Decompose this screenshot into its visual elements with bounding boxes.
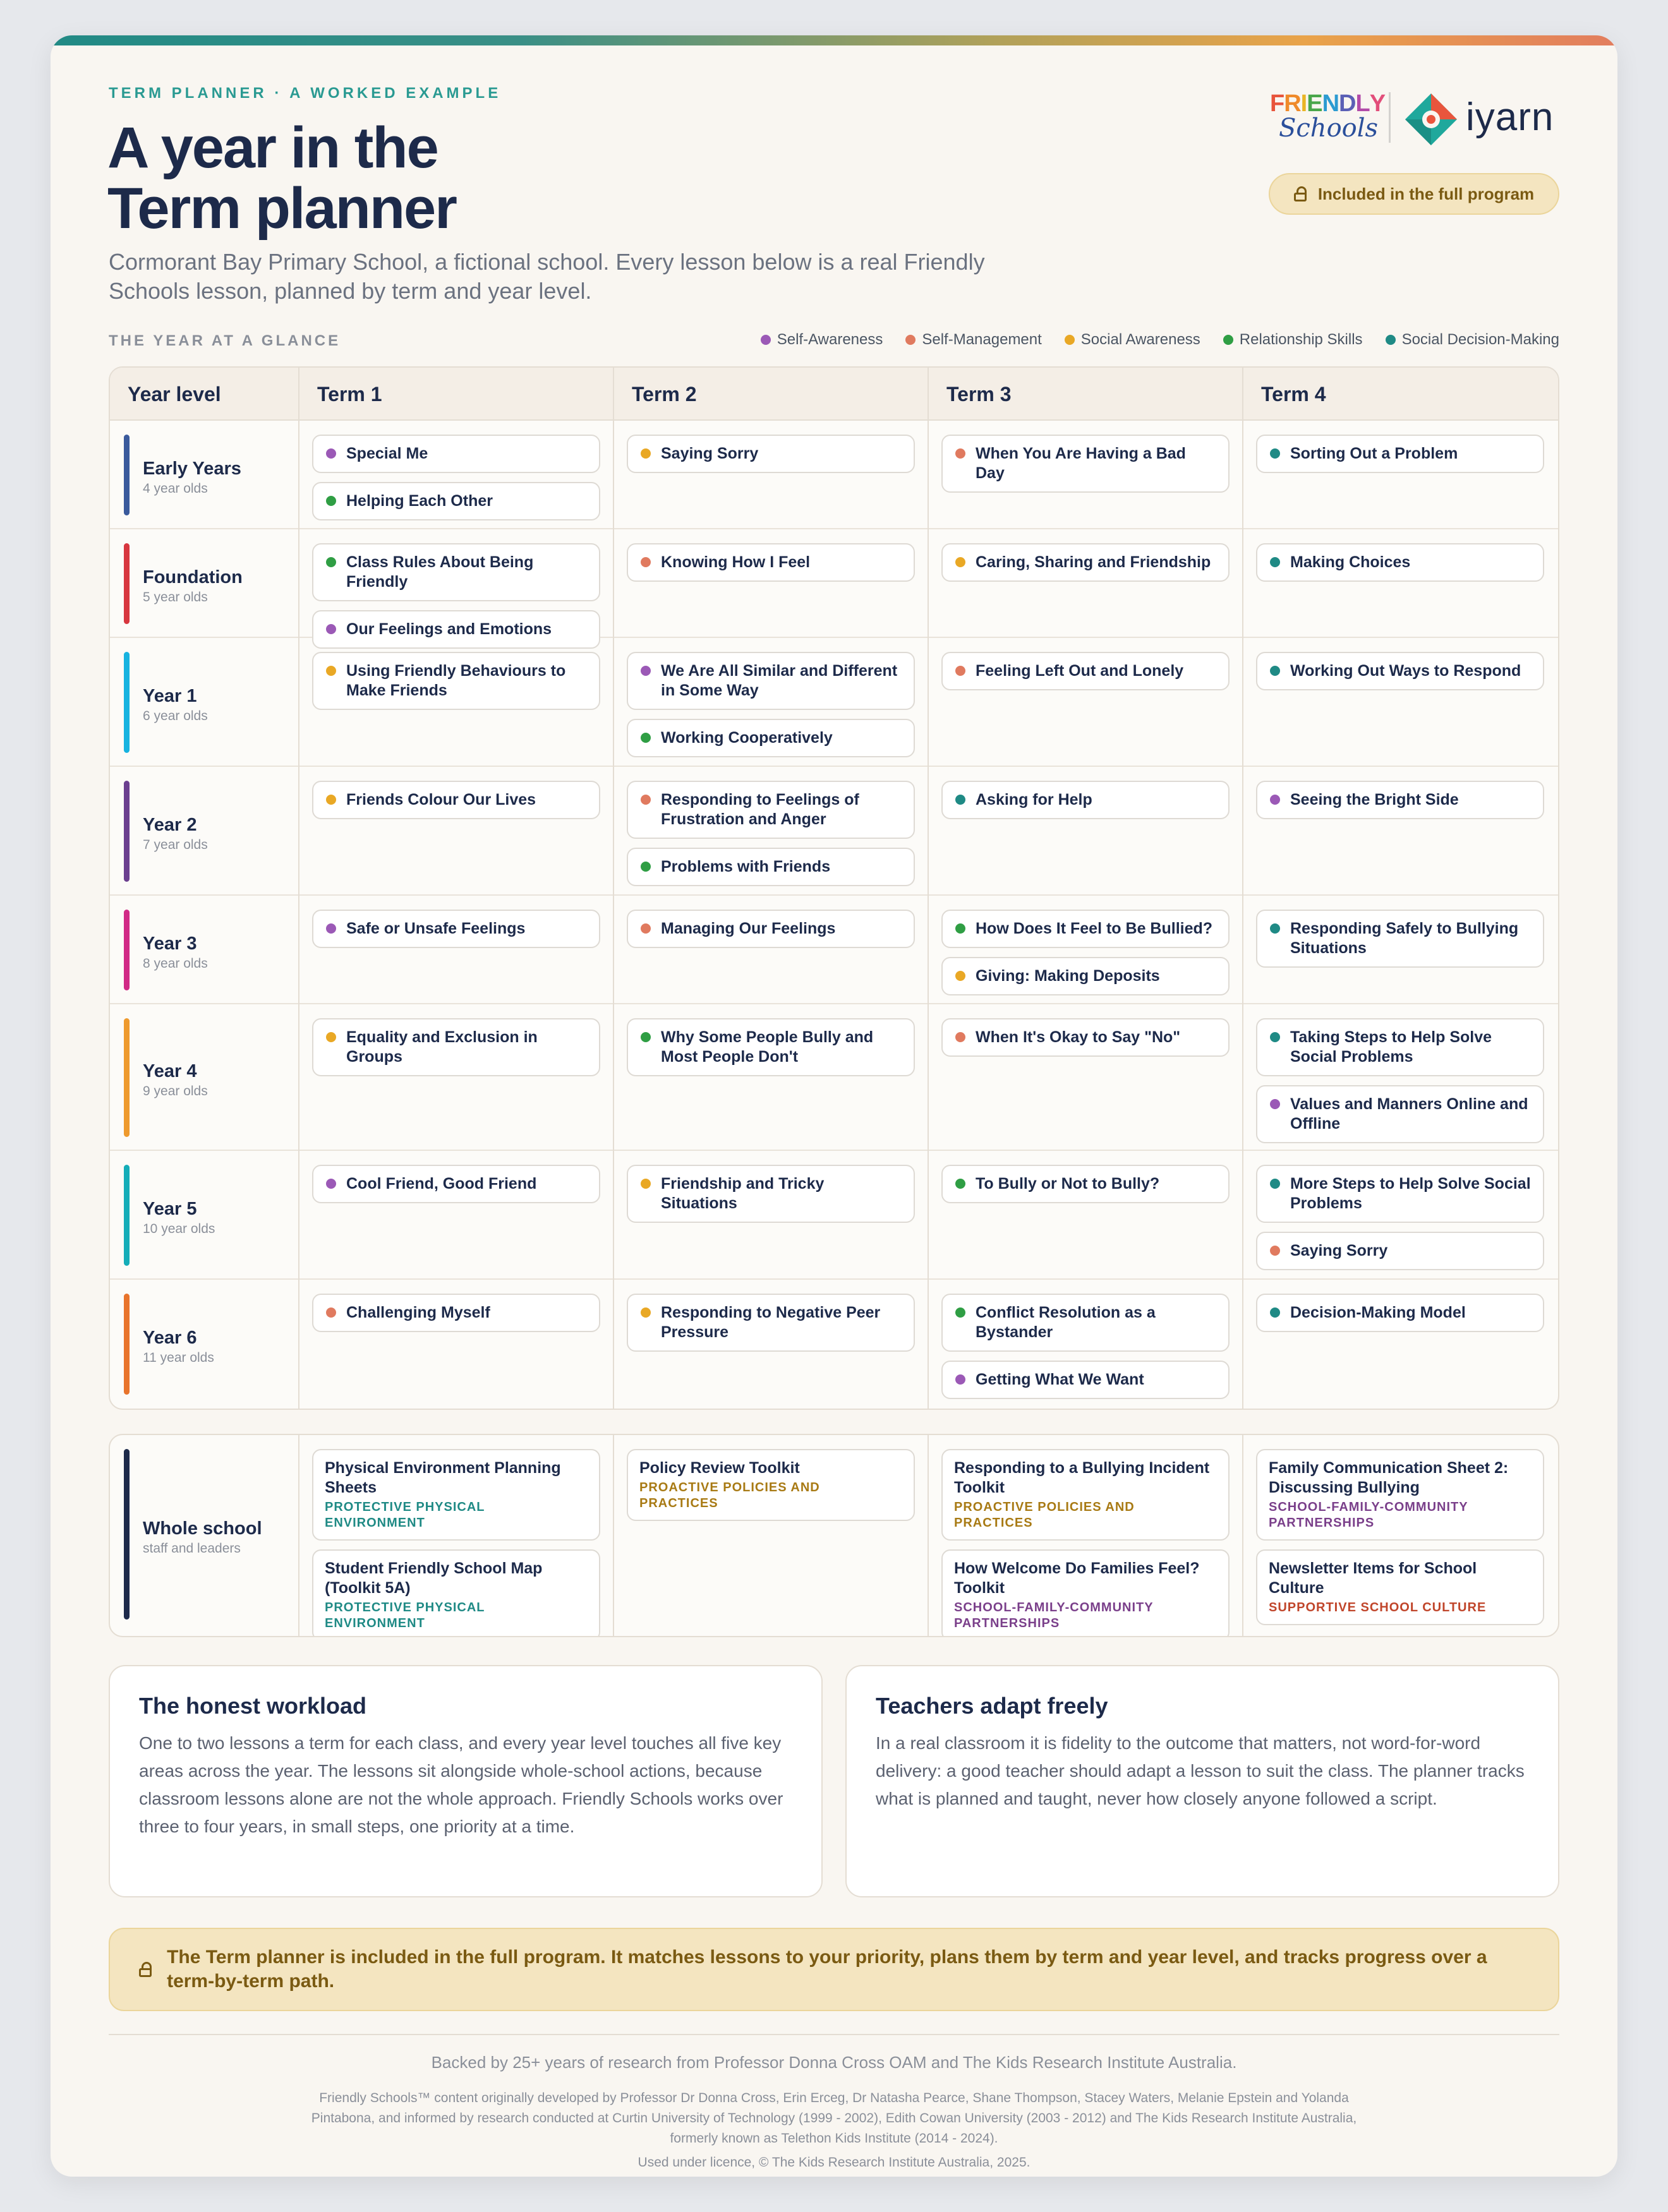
lesson-card[interactable] (627, 543, 915, 582)
lesson-dot-icon (641, 448, 651, 459)
lock-icon (139, 1962, 152, 1977)
year-label (124, 435, 294, 515)
lesson-card[interactable] (627, 848, 915, 886)
action-title: Physical Environment Planning Sheets (325, 1459, 561, 1496)
whole-school-sub: staff and leaders (143, 1541, 241, 1556)
column-divider (298, 1435, 299, 1636)
included-pill (1269, 173, 1559, 215)
page-title (107, 117, 456, 239)
term-3-cell (941, 435, 1230, 493)
lesson-title: Our Feelings and Emotions (346, 620, 552, 638)
year-age: 8 year olds (143, 956, 208, 971)
lesson-title: Managing Our Feelings (661, 920, 836, 937)
action-title: Student Friendly School Map (Toolkit 5A) (325, 1560, 543, 1597)
lesson-card[interactable] (941, 910, 1230, 948)
year-row (110, 1004, 1558, 1151)
lesson-card[interactable] (1256, 781, 1544, 819)
column-divider (928, 368, 929, 1409)
action-tag: PROACTIVE POLICIES AND PRACTICES (639, 1481, 820, 1510)
lesson-card[interactable] (941, 1165, 1230, 1203)
lesson-card[interactable] (941, 957, 1230, 995)
legend-dot-icon (905, 335, 916, 345)
lesson-title: Responding to Negative Peer Pressure (661, 1304, 881, 1341)
whole-school-term-2-cell (627, 1449, 915, 1521)
lesson-dot-icon (1270, 1099, 1280, 1109)
header-year-level: Year level (128, 383, 221, 406)
year-age: 7 year olds (143, 838, 208, 852)
lesson-card[interactable] (1256, 1294, 1544, 1332)
lesson-title: Decision-Making Model (1290, 1304, 1466, 1321)
year-label (124, 1294, 294, 1395)
lesson-title: When It's Okay to Say "No" (976, 1028, 1181, 1046)
action-tag: PROTECTIVE PHYSICAL ENVIRONMENT (325, 1500, 485, 1530)
year-label (124, 781, 294, 882)
legend-dot-icon (1223, 335, 1233, 345)
action-title: Family Communication Sheet 2: Discussing Bullying (1269, 1459, 1509, 1496)
year-name: Early Years (143, 459, 241, 479)
year-name: Year 4 (143, 1061, 197, 1081)
lesson-title: Responding Safely to Bullying Situations (1290, 920, 1519, 957)
lesson-card[interactable] (312, 781, 600, 819)
whole-school-action-card[interactable] (312, 1449, 600, 1541)
action-tag: SCHOOL-FAMILY-COMMUNITY PARTNERSHIPS (954, 1601, 1154, 1630)
lesson-dot-icon (326, 795, 336, 805)
term-1-cell (312, 1165, 600, 1203)
lesson-card[interactable] (1256, 543, 1544, 582)
workload-title: The honest workload (139, 1693, 367, 1719)
lesson-card[interactable] (941, 781, 1230, 819)
term-2-cell (627, 1165, 915, 1223)
header-term-4: Term 4 (1261, 383, 1326, 406)
lesson-dot-icon (641, 862, 651, 872)
term-3-cell (941, 781, 1230, 819)
action-title: Newsletter Items for School Culture (1269, 1560, 1477, 1597)
term-4-cell (1256, 435, 1544, 473)
lesson-title: Helping Each Other (346, 492, 493, 510)
lesson-dot-icon (641, 666, 651, 676)
year-row (110, 1280, 1558, 1409)
lesson-card[interactable] (1256, 1085, 1544, 1143)
lesson-title: Knowing How I Feel (661, 553, 811, 571)
year-name: Year 5 (143, 1199, 197, 1219)
lesson-card[interactable] (627, 1018, 915, 1076)
lesson-card[interactable] (941, 652, 1230, 690)
term-3-cell (941, 910, 1230, 995)
lesson-title: Taking Steps to Help Solve Social Problems (1290, 1028, 1492, 1066)
whole-school-term-4-cell (1256, 1449, 1544, 1625)
column-divider (613, 1435, 614, 1636)
lesson-title: Special Me (346, 445, 428, 462)
lesson-title: Conflict Resolution as a Bystander (976, 1304, 1156, 1341)
lesson-dot-icon (641, 1307, 651, 1318)
lesson-card[interactable] (941, 1294, 1230, 1352)
whole-school-name: Whole school (143, 1518, 262, 1539)
adapt-body: In a real classroom it is fidelity to the outcome that matters, not word-for-word delivery: a good teacher should adapt a lesson to suit the class. The planner tracks what is planned and taught, never how closely anyone followed a script. (876, 1733, 1525, 1808)
lesson-dot-icon (641, 923, 651, 934)
lesson-dot-icon (641, 1179, 651, 1189)
legend-item (1223, 331, 1363, 349)
year-age: 5 year olds (143, 590, 208, 604)
whole-school-action-card[interactable] (1256, 1449, 1544, 1541)
term-3-cell (941, 1294, 1230, 1399)
column-divider (298, 368, 299, 1409)
lesson-card[interactable] (627, 435, 915, 473)
whole-school-grid (109, 1434, 1559, 1637)
lesson-dot-icon (326, 1307, 336, 1318)
lesson-dot-icon (326, 624, 336, 634)
action-title: Responding to a Bullying Incident Toolkit (954, 1459, 1210, 1496)
lesson-dot-icon (955, 1032, 965, 1042)
lesson-dot-icon (1270, 923, 1280, 934)
whole-school-term-3-cell (941, 1449, 1230, 1637)
year-label (124, 543, 294, 624)
lesson-dot-icon (1270, 1032, 1280, 1042)
action-title: Policy Review Toolkit (639, 1459, 800, 1477)
term-2-cell (627, 652, 915, 757)
lesson-title: Friends Colour Our Lives (346, 791, 536, 808)
legend-label: Social Decision-Making (1401, 331, 1559, 348)
lesson-dot-icon (955, 971, 965, 981)
lesson-dot-icon (641, 557, 651, 567)
year-row (110, 529, 1558, 638)
legend-dot-icon (1386, 335, 1396, 345)
lesson-card[interactable] (627, 1294, 915, 1352)
lesson-card[interactable] (1256, 435, 1544, 473)
grid-header (110, 368, 1558, 421)
year-label (124, 652, 294, 753)
year-label (124, 1018, 294, 1137)
term-2-cell (627, 1018, 915, 1076)
term-1-cell (312, 652, 600, 710)
lesson-title: Problems with Friends (661, 858, 831, 875)
term-3-cell (941, 1165, 1230, 1203)
term-planner-card (51, 35, 1617, 2177)
term-4-cell (1256, 910, 1544, 968)
lesson-card[interactable] (312, 482, 600, 520)
lesson-dot-icon (641, 733, 651, 743)
glance-label: THE YEAR AT A GLANCE (109, 332, 341, 349)
lesson-title: How Does It Feel to Be Bullied? (976, 920, 1213, 937)
lesson-card[interactable] (312, 1018, 600, 1076)
lesson-dot-icon (326, 496, 336, 506)
year-label (124, 1165, 294, 1266)
lesson-dot-icon (1270, 1246, 1280, 1256)
lesson-dot-icon (1270, 666, 1280, 676)
year-name: Year 2 (143, 815, 197, 835)
workload-box (109, 1665, 823, 1897)
lesson-dot-icon (1270, 795, 1280, 805)
lesson-title: Class Rules About Being Friendly (346, 553, 534, 591)
lesson-card[interactable] (627, 910, 915, 948)
term-1-cell (312, 435, 600, 520)
year-color-bar (124, 435, 130, 515)
lesson-card[interactable] (312, 543, 600, 601)
year-name: Foundation (143, 567, 243, 587)
lesson-title: Values and Manners Online and Offline (1290, 1095, 1528, 1133)
planner-grid (109, 366, 1559, 1410)
lesson-card[interactable] (941, 1018, 1230, 1057)
term-2-cell (627, 435, 915, 473)
lesson-dot-icon (326, 923, 336, 934)
lesson-title: Giving: Making Deposits (976, 967, 1160, 985)
lesson-title: Using Friendly Behaviours to Make Friends (346, 662, 566, 699)
lesson-card[interactable] (1256, 1232, 1544, 1270)
action-tag: SCHOOL-FAMILY-COMMUNITY PARTNERSHIPS (1269, 1500, 1468, 1530)
iyarn-mark-icon (1403, 91, 1460, 148)
lesson-title: Equality and Exclusion in Groups (346, 1028, 538, 1066)
whole-school-action-card[interactable] (941, 1449, 1230, 1541)
legend-item (1065, 331, 1200, 349)
legend-item (761, 331, 883, 349)
whole-school-action-card[interactable] (1256, 1549, 1544, 1625)
lesson-card[interactable] (312, 435, 600, 473)
lesson-title: Saying Sorry (1290, 1242, 1388, 1259)
lesson-card[interactable] (627, 1165, 915, 1223)
lesson-dot-icon (641, 1032, 651, 1042)
lesson-title: Safe or Unsafe Feelings (346, 920, 526, 937)
year-age: 6 year olds (143, 709, 208, 723)
term-4-cell (1256, 1165, 1544, 1270)
term-4-cell (1256, 543, 1544, 582)
term-1-cell (312, 1294, 600, 1332)
lesson-title: Feeling Left Out and Lonely (976, 662, 1184, 680)
lesson-title: We Are All Similar and Different in Some Way (661, 662, 898, 699)
year-color-bar (124, 1294, 130, 1395)
column-divider (928, 1435, 929, 1636)
iyarn-wordmark: iyarn (1466, 95, 1554, 139)
lesson-dot-icon (1270, 448, 1280, 459)
term-2-cell (627, 910, 915, 948)
term-1-cell (312, 1018, 600, 1076)
banner-text: The Term planner is included in the full program. It matches lessons to your priority, plans them by term and year level, and tracks progress over a term-by-term path. (167, 1947, 1487, 1992)
term-4-cell (1256, 1294, 1544, 1332)
term-4-cell (1256, 1018, 1544, 1143)
term-2-cell (627, 781, 915, 886)
year-row (110, 767, 1558, 896)
friendly-schools-script: Schools (1279, 114, 1379, 143)
term-2-cell (627, 543, 915, 582)
term-2-cell (627, 1294, 915, 1352)
legend-dot-icon (1065, 335, 1075, 345)
header-term-1: Term 1 (317, 383, 382, 406)
year-label (124, 910, 294, 990)
lesson-dot-icon (955, 1307, 965, 1318)
adapt-box (845, 1665, 1559, 1897)
lesson-title: Getting What We Want (976, 1371, 1144, 1388)
eyebrow-label: TERM PLANNER · A WORKED EXAMPLE (109, 85, 502, 102)
whole-school-color-bar (124, 1449, 130, 1620)
lesson-title: Why Some People Bully and Most People Don't (661, 1028, 874, 1066)
year-age: 10 year olds (143, 1222, 215, 1236)
lesson-title: When You Are Having a Bad Day (976, 445, 1186, 482)
whole-school-action-card[interactable] (312, 1549, 600, 1637)
footer-divider (109, 2034, 1559, 2035)
lock-icon (1294, 186, 1308, 201)
year-color-bar (124, 543, 130, 624)
term-4-cell (1256, 652, 1544, 690)
title-line-1: A year in the (107, 116, 438, 180)
lesson-card[interactable] (312, 652, 600, 710)
year-name: Year 3 (143, 934, 197, 954)
lesson-card[interactable] (1256, 910, 1544, 968)
lesson-dot-icon (326, 1179, 336, 1189)
year-row (110, 1151, 1558, 1280)
term-3-cell (941, 1018, 1230, 1057)
action-tag: PROACTIVE POLICIES AND PRACTICES (954, 1500, 1135, 1530)
term-4-cell (1256, 781, 1544, 819)
footer-licence: Used under licence, © The Kids Research Institute Australia, 2025. (638, 2155, 1030, 2170)
column-divider (613, 368, 614, 1409)
lesson-dot-icon (641, 795, 651, 805)
lesson-card[interactable] (312, 1165, 600, 1203)
legend-label: Self-Management (922, 331, 1042, 348)
year-color-bar (124, 781, 130, 882)
lesson-dot-icon (955, 795, 965, 805)
lesson-card[interactable] (627, 652, 915, 710)
logo-divider (1389, 92, 1391, 143)
friendly-schools-logo: FRIENDLY (1270, 90, 1386, 117)
full-program-banner (109, 1928, 1559, 2011)
lesson-card[interactable] (1256, 652, 1544, 690)
lesson-title: To Bully or Not to Bully? (976, 1175, 1160, 1193)
lesson-title: Making Choices (1290, 553, 1411, 571)
term-1-cell (312, 781, 600, 819)
lesson-card[interactable] (627, 781, 915, 839)
legend-label: Social Awareness (1080, 331, 1200, 348)
whole-school-action-card[interactable] (627, 1449, 915, 1521)
lesson-title: More Steps to Help Solve Social Problems (1290, 1175, 1531, 1212)
lesson-title: Caring, Sharing and Friendship (976, 553, 1211, 571)
brand-logos (1270, 86, 1611, 155)
lesson-title: Sorting Out a Problem (1290, 445, 1458, 462)
legend-item (1386, 331, 1559, 349)
year-color-bar (124, 910, 130, 990)
adapt-title: Teachers adapt freely (876, 1693, 1108, 1719)
action-title: How Welcome Do Families Feel? Toolkit (954, 1560, 1200, 1597)
lesson-title: Asking for Help (976, 791, 1092, 808)
legend (761, 331, 1559, 349)
lesson-title: Seeing the Bright Side (1290, 791, 1459, 808)
whole-school-label (124, 1449, 294, 1620)
lesson-card[interactable] (1256, 1018, 1544, 1076)
year-color-bar (124, 652, 130, 753)
year-color-bar (124, 1165, 130, 1266)
workload-body: One to two lessons a term for each class, and every year level touches all five key areas across the year. The lessons sit alongside whole-school actions, because classroom lessons alone are not the whole approach. Friendly Schools works over three to four years, in small steps, one priority at a time. (139, 1733, 783, 1836)
year-row (110, 638, 1558, 767)
column-divider (1242, 1435, 1243, 1636)
action-tag: SUPPORTIVE SCHOOL CULTURE (1269, 1601, 1487, 1614)
footer-credits: Friendly Schools™ content originally developed by Professor Dr Donna Cross, Erin Erceg, Dr Natasha Pearce, Shane Thompson, Stacey Waters, Melanie Epstein and Yolanda Pintabona, and informed by research conducted at Curtin University of Technology (1999 - 2002), Edith Cowan University (2003 - 2012) and The Kids Research Institute Australia, formerly known as Telethon Kids Institute (2014 - 2024). (311, 2091, 1357, 2146)
term-1-cell (312, 910, 600, 948)
gradient-top-bar (51, 35, 1617, 45)
lesson-title: Working Out Ways to Respond (1290, 662, 1521, 680)
lesson-dot-icon (955, 923, 965, 934)
lesson-dot-icon (955, 1374, 965, 1385)
lesson-dot-icon (1270, 1179, 1280, 1189)
year-age: 11 year olds (143, 1350, 214, 1365)
year-row (110, 896, 1558, 1004)
whole-school-action-card[interactable] (941, 1549, 1230, 1637)
legend-dot-icon (761, 335, 771, 345)
lesson-title: Cool Friend, Good Friend (346, 1175, 537, 1193)
page-subtitle: Cormorant Bay Primary School, a fictional school. Every lesson below is a real Friendly Schools lesson, planned by term and year level. (109, 249, 985, 304)
lesson-card[interactable] (627, 719, 915, 757)
title-line-2: Term planner (107, 176, 456, 241)
lesson-dot-icon (955, 557, 965, 567)
lesson-dot-icon (1270, 557, 1280, 567)
lesson-dot-icon (326, 557, 336, 567)
lesson-dot-icon (326, 448, 336, 459)
legend-label: Self-Awareness (777, 331, 883, 348)
lesson-dot-icon (955, 448, 965, 459)
lesson-dot-icon (326, 1032, 336, 1042)
lesson-card[interactable] (941, 435, 1230, 493)
column-divider (1242, 368, 1243, 1409)
lesson-card[interactable] (1256, 1165, 1544, 1223)
year-age: 9 year olds (143, 1084, 208, 1098)
footer-research: Backed by 25+ years of research from Professor Donna Cross OAM and The Kids Research Institute Australia. (431, 2053, 1237, 2072)
header-term-3: Term 3 (946, 383, 1012, 406)
year-name: Year 1 (143, 686, 197, 706)
term-3-cell (941, 652, 1230, 690)
term-3-cell (941, 543, 1230, 582)
term-1-cell (312, 543, 600, 649)
header-term-2: Term 2 (632, 383, 697, 406)
legend-item (905, 331, 1041, 349)
lesson-dot-icon (1270, 1307, 1280, 1318)
lesson-card[interactable] (941, 1361, 1230, 1399)
lesson-dot-icon (955, 1179, 965, 1189)
lesson-title: Working Cooperatively (661, 729, 833, 747)
action-tag: PROTECTIVE PHYSICAL ENVIRONMENT (325, 1601, 485, 1630)
year-row (110, 421, 1558, 529)
lesson-title: Friendship and Tricky Situations (661, 1175, 825, 1212)
year-color-bar (124, 1018, 130, 1137)
lesson-card[interactable] (312, 1294, 600, 1332)
lesson-title: Challenging Myself (346, 1304, 490, 1321)
included-pill-label: Included in the full program (1317, 184, 1535, 203)
lesson-title: Responding to Feelings of Frustration and Anger (661, 791, 859, 828)
lesson-card[interactable] (941, 543, 1230, 582)
lesson-card[interactable] (312, 910, 600, 948)
lesson-dot-icon (955, 666, 965, 676)
lesson-title: Saying Sorry (661, 445, 759, 462)
whole-school-term-1-cell (312, 1449, 600, 1637)
year-age: 4 year olds (143, 481, 208, 496)
lesson-dot-icon (326, 666, 336, 676)
legend-label: Relationship Skills (1239, 331, 1363, 348)
year-name: Year 6 (143, 1328, 197, 1348)
